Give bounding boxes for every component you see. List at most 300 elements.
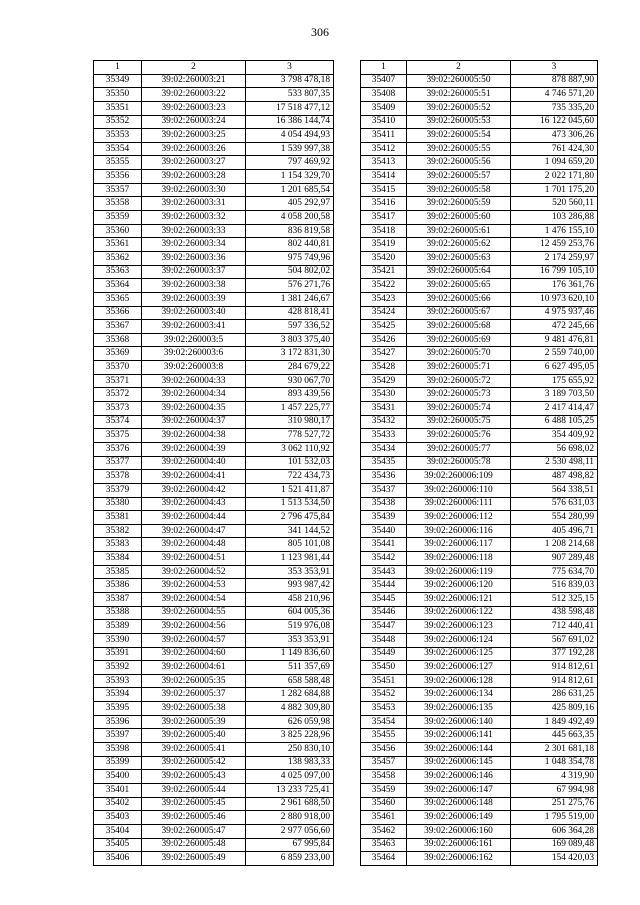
row-number-cell: 35418	[361, 224, 407, 238]
row-number-cell: 35389	[94, 620, 142, 634]
cadastral-number-cell: 39:02:260006:134	[407, 688, 511, 702]
cadastral-number-cell: 39:02:260005:40	[142, 729, 246, 743]
table-row	[361, 702, 598, 716]
table-row	[94, 538, 334, 552]
value-cell: 1 123 981,44	[246, 552, 334, 566]
value-cell: 735 335,20	[511, 101, 598, 115]
row-number-cell: 35352	[94, 115, 142, 129]
value-cell: 722 434,73	[246, 470, 334, 484]
value-cell: 512 325,15	[511, 592, 598, 606]
table-row	[94, 811, 334, 825]
table-row	[94, 306, 334, 320]
row-number-cell: 35454	[361, 715, 407, 729]
cadastral-table-left	[93, 60, 334, 866]
cadastral-number-cell: 39:02:260004:53	[142, 579, 246, 593]
row-number-cell: 35431	[361, 402, 407, 416]
row-number-cell: 35366	[94, 306, 142, 320]
value-cell: 310 980,17	[246, 415, 334, 429]
table-row	[94, 402, 334, 416]
value-cell: 930 067,70	[246, 374, 334, 388]
table-row	[361, 129, 598, 143]
table-row	[94, 374, 334, 388]
table-row	[361, 579, 598, 593]
cadastral-number-cell: 39:02:260005:68	[407, 320, 511, 334]
value-cell: 10 973 620,10	[511, 292, 598, 306]
value-cell: 2 559 740,00	[511, 347, 598, 361]
value-cell: 516 839,03	[511, 579, 598, 593]
row-number-cell: 35419	[361, 238, 407, 252]
cadastral-number-cell: 39:02:260004:34	[142, 388, 246, 402]
cadastral-number-cell: 39:02:260006:110	[407, 483, 511, 497]
table-row	[361, 743, 598, 757]
value-cell: 802 440,81	[246, 238, 334, 252]
row-number-cell: 35433	[361, 429, 407, 443]
cadastral-number-cell: 39:02:260003:41	[142, 320, 246, 334]
row-number-cell: 35438	[361, 497, 407, 511]
value-cell: 176 361,76	[511, 279, 598, 293]
value-cell: 3 798 478,18	[246, 74, 334, 88]
row-number-cell: 35420	[361, 251, 407, 265]
table-row	[361, 592, 598, 606]
table-row	[361, 797, 598, 811]
cadastral-number-cell: 39:02:260003:31	[142, 197, 246, 211]
row-number-cell: 35460	[361, 797, 407, 811]
cadastral-number-cell: 39:02:260005:66	[407, 292, 511, 306]
value-cell: 554 280,99	[511, 511, 598, 525]
cadastral-number-cell: 39:02:260003:6	[142, 347, 246, 361]
cadastral-number-cell: 39:02:260003:24	[142, 115, 246, 129]
row-number-cell: 35354	[94, 142, 142, 156]
value-cell: 2 174 259,97	[511, 251, 598, 265]
cadastral-number-cell: 39:02:260005:38	[142, 702, 246, 716]
row-number-cell: 35449	[361, 647, 407, 661]
cadastral-number-cell: 39:02:260006:146	[407, 770, 511, 784]
cadastral-number-cell: 39:02:260005:71	[407, 361, 511, 375]
value-cell: 1 849 492,49	[511, 715, 598, 729]
cadastral-number-cell: 39:02:260005:77	[407, 442, 511, 456]
table-row	[94, 661, 334, 675]
table-row	[361, 729, 598, 743]
cadastral-number-cell: 39:02:260004:54	[142, 592, 246, 606]
cadastral-number-cell: 39:02:260005:65	[407, 279, 511, 293]
cadastral-number-cell: 39:02:260005:50	[407, 74, 511, 88]
row-number-cell: 35397	[94, 729, 142, 743]
cadastral-number-cell: 39:02:260006:112	[407, 511, 511, 525]
table-row	[94, 702, 334, 716]
cadastral-number-cell: 39:02:260006:127	[407, 661, 511, 675]
cadastral-number-cell: 39:02:260004:61	[142, 661, 246, 675]
table-row	[361, 170, 598, 184]
row-number-cell: 35415	[361, 183, 407, 197]
cadastral-number-cell: 39:02:260006:124	[407, 633, 511, 647]
row-number-cell: 35413	[361, 156, 407, 170]
row-number-cell: 35360	[94, 224, 142, 238]
row-number-cell: 35376	[94, 442, 142, 456]
table-row	[94, 688, 334, 702]
row-number-cell: 35442	[361, 552, 407, 566]
cadastral-number-cell: 39:02:260005:64	[407, 265, 511, 279]
row-number-cell: 35364	[94, 279, 142, 293]
cadastral-number-cell: 39:02:260003:25	[142, 129, 246, 143]
table-row	[94, 347, 334, 361]
cadastral-number-cell: 39:02:260006:119	[407, 565, 511, 579]
value-cell: 251 275,76	[511, 797, 598, 811]
row-number-cell: 35392	[94, 661, 142, 675]
cadastral-number-cell: 39:02:260005:42	[142, 756, 246, 770]
value-cell: 761 424,30	[511, 142, 598, 156]
row-number-cell: 35404	[94, 824, 142, 838]
table-row	[361, 388, 598, 402]
table-row	[361, 456, 598, 470]
table-row	[94, 715, 334, 729]
value-cell: 4 882 309,80	[246, 702, 334, 716]
value-cell: 458 210,96	[246, 592, 334, 606]
value-cell: 154 420,03	[511, 852, 598, 866]
cadastral-number-cell: 39:02:260006:122	[407, 606, 511, 620]
table-row	[94, 729, 334, 743]
row-number-cell: 35396	[94, 715, 142, 729]
value-cell: 428 818,41	[246, 306, 334, 320]
value-cell: 1 154 329,70	[246, 170, 334, 184]
cadastral-number-cell: 39:02:260005:72	[407, 374, 511, 388]
row-number-cell: 35458	[361, 770, 407, 784]
value-cell: 1 208 214,68	[511, 538, 598, 552]
cadastral-number-cell: 39:02:260003:38	[142, 279, 246, 293]
row-number-cell: 35445	[361, 592, 407, 606]
row-number-cell: 35399	[94, 756, 142, 770]
value-cell: 6 859 233,00	[246, 852, 334, 866]
value-cell: 878 887,90	[511, 74, 598, 88]
value-cell: 1 521 411,87	[246, 483, 334, 497]
value-cell: 341 144,52	[246, 524, 334, 538]
row-number-cell: 35374	[94, 415, 142, 429]
cadastral-number-cell: 39:02:260006:162	[407, 852, 511, 866]
value-cell: 4 319,90	[511, 770, 598, 784]
value-cell: 353 353,91	[246, 633, 334, 647]
value-cell: 658 588,48	[246, 674, 334, 688]
cadastral-number-cell: 39:02:260005:75	[407, 415, 511, 429]
value-cell: 2 977 056,60	[246, 824, 334, 838]
row-number-cell: 35412	[361, 142, 407, 156]
row-number-cell: 35385	[94, 565, 142, 579]
table-row	[361, 238, 598, 252]
table-row	[94, 361, 334, 375]
cadastral-number-cell: 39:02:260004:33	[142, 374, 246, 388]
cadastral-number-cell: 39:02:260005:59	[407, 197, 511, 211]
value-cell: 907 289,48	[511, 552, 598, 566]
value-cell: 604 005,36	[246, 606, 334, 620]
cadastral-number-cell: 39:02:260003:30	[142, 183, 246, 197]
cadastral-number-cell: 39:02:260006:111	[407, 497, 511, 511]
value-cell: 16 799 105,10	[511, 265, 598, 279]
value-cell: 775 634,70	[511, 565, 598, 579]
cadastral-number-cell: 39:02:260005:63	[407, 251, 511, 265]
cadastral-number-cell: 39:02:260006:141	[407, 729, 511, 743]
header-cell-3: 3	[246, 61, 334, 75]
table-row	[94, 183, 334, 197]
table-row	[94, 770, 334, 784]
row-number-cell: 35409	[361, 101, 407, 115]
cadastral-number-cell: 39:02:260004:47	[142, 524, 246, 538]
value-cell: 472 245,66	[511, 320, 598, 334]
value-cell: 138 983,33	[246, 756, 334, 770]
cadastral-number-cell: 39:02:260006:116	[407, 524, 511, 538]
table-row	[94, 783, 334, 797]
value-cell: 3 803 375,40	[246, 333, 334, 347]
table-row	[361, 402, 598, 416]
row-number-cell: 35380	[94, 497, 142, 511]
value-cell: 2 961 688,50	[246, 797, 334, 811]
value-cell: 353 353,91	[246, 565, 334, 579]
value-cell: 16 386 144,74	[246, 115, 334, 129]
cadastral-number-cell: 39:02:260006:128	[407, 674, 511, 688]
value-cell: 6 627 495,05	[511, 361, 598, 375]
table-row	[94, 633, 334, 647]
table-header-row	[361, 61, 598, 75]
value-cell: 1 795 519,00	[511, 811, 598, 825]
table-row	[361, 647, 598, 661]
table-row	[94, 333, 334, 347]
value-cell: 17 518 477,12	[246, 101, 334, 115]
value-cell: 4 746 571,20	[511, 88, 598, 102]
table-row	[94, 470, 334, 484]
row-number-cell: 35410	[361, 115, 407, 129]
value-cell: 2 022 171,80	[511, 170, 598, 184]
row-number-cell: 35353	[94, 129, 142, 143]
row-number-cell: 35439	[361, 511, 407, 525]
cadastral-number-cell: 39:02:260005:35	[142, 674, 246, 688]
row-number-cell: 35411	[361, 129, 407, 143]
cadastral-number-cell: 39:02:260004:38	[142, 429, 246, 443]
cadastral-number-cell: 39:02:260004:48	[142, 538, 246, 552]
cadastral-number-cell: 39:02:260005:51	[407, 88, 511, 102]
row-number-cell: 35372	[94, 388, 142, 402]
row-number-cell: 35424	[361, 306, 407, 320]
table-row	[361, 552, 598, 566]
value-cell: 778 527,72	[246, 429, 334, 443]
table-row	[361, 251, 598, 265]
value-cell: 712 440,41	[511, 620, 598, 634]
table-row	[361, 374, 598, 388]
row-number-cell: 35429	[361, 374, 407, 388]
value-cell: 3 172 831,30	[246, 347, 334, 361]
value-cell: 504 802,02	[246, 265, 334, 279]
value-cell: 377 192,28	[511, 647, 598, 661]
row-number-cell: 35391	[94, 647, 142, 661]
cadastral-number-cell: 39:02:260005:37	[142, 688, 246, 702]
table-row	[361, 211, 598, 225]
row-number-cell: 35436	[361, 470, 407, 484]
row-number-cell: 35423	[361, 292, 407, 306]
row-number-cell: 35455	[361, 729, 407, 743]
cadastral-number-cell: 39:02:260006:109	[407, 470, 511, 484]
value-cell: 473 306,26	[511, 129, 598, 143]
table-row	[94, 292, 334, 306]
table-row	[361, 320, 598, 334]
cadastral-number-cell: 39:02:260005:69	[407, 333, 511, 347]
value-cell: 12 459 253,76	[511, 238, 598, 252]
table-row	[94, 592, 334, 606]
table-row	[361, 783, 598, 797]
row-number-cell: 35377	[94, 456, 142, 470]
value-cell: 567 691,02	[511, 633, 598, 647]
header-cell-2: 2	[142, 61, 246, 75]
row-number-cell: 35453	[361, 702, 407, 716]
row-number-cell: 35370	[94, 361, 142, 375]
row-number-cell: 35390	[94, 633, 142, 647]
cadastral-number-cell: 39:02:260005:44	[142, 783, 246, 797]
cadastral-number-cell: 39:02:260005:45	[142, 797, 246, 811]
value-cell: 533 807,35	[246, 88, 334, 102]
cadastral-number-cell: 39:02:260004:39	[142, 442, 246, 456]
cadastral-number-cell: 39:02:260006:117	[407, 538, 511, 552]
row-number-cell: 35443	[361, 565, 407, 579]
table-row	[361, 538, 598, 552]
row-number-cell: 35426	[361, 333, 407, 347]
header-cell-1: 1	[94, 61, 142, 75]
table-row	[361, 497, 598, 511]
row-number-cell: 35369	[94, 347, 142, 361]
cadastral-number-cell: 39:02:260005:47	[142, 824, 246, 838]
row-number-cell: 35351	[94, 101, 142, 115]
table-row	[361, 811, 598, 825]
row-number-cell: 35461	[361, 811, 407, 825]
value-cell: 1 457 225,77	[246, 402, 334, 416]
cadastral-number-cell: 39:02:260005:41	[142, 743, 246, 757]
table-row	[94, 142, 334, 156]
row-number-cell: 35408	[361, 88, 407, 102]
value-cell: 56 698,02	[511, 442, 598, 456]
table-row	[94, 197, 334, 211]
value-cell: 4 058 200,58	[246, 211, 334, 225]
table-row	[361, 442, 598, 456]
row-number-cell: 35406	[94, 852, 142, 866]
cadastral-number-cell: 39:02:260003:27	[142, 156, 246, 170]
cadastral-number-cell: 39:02:260005:48	[142, 838, 246, 852]
cadastral-number-cell: 39:02:260006:160	[407, 824, 511, 838]
row-number-cell: 35405	[94, 838, 142, 852]
row-number-cell: 35359	[94, 211, 142, 225]
cadastral-number-cell: 39:02:260005:58	[407, 183, 511, 197]
value-cell: 3 062 110,92	[246, 442, 334, 456]
value-cell: 16 122 045,60	[511, 115, 598, 129]
row-number-cell: 35452	[361, 688, 407, 702]
cadastral-number-cell: 39:02:260004:42	[142, 483, 246, 497]
table-row	[94, 238, 334, 252]
table-row	[94, 456, 334, 470]
table-row	[94, 565, 334, 579]
row-number-cell: 35407	[361, 74, 407, 88]
table-row	[361, 156, 598, 170]
value-cell: 1 476 155,10	[511, 224, 598, 238]
cadastral-number-cell: 39:02:260004:56	[142, 620, 246, 634]
row-number-cell: 35362	[94, 251, 142, 265]
cadastral-number-cell: 39:02:260004:55	[142, 606, 246, 620]
cadastral-number-cell: 39:02:260006:148	[407, 797, 511, 811]
cadastral-number-cell: 39:02:260003:28	[142, 170, 246, 184]
cadastral-number-cell: 39:02:260004:44	[142, 511, 246, 525]
table-row	[361, 265, 598, 279]
table-row	[361, 606, 598, 620]
table-row	[361, 770, 598, 784]
table-row	[94, 620, 334, 634]
row-number-cell: 35401	[94, 783, 142, 797]
row-number-cell: 35416	[361, 197, 407, 211]
value-cell: 175 655,92	[511, 374, 598, 388]
cadastral-number-cell: 39:02:260003:8	[142, 361, 246, 375]
table-row	[361, 224, 598, 238]
cadastral-number-cell: 39:02:260005:39	[142, 715, 246, 729]
value-cell: 805 101,08	[246, 538, 334, 552]
row-number-cell: 35446	[361, 606, 407, 620]
table-row	[94, 265, 334, 279]
value-cell: 576 271,76	[246, 279, 334, 293]
table-row	[361, 565, 598, 579]
row-number-cell: 35456	[361, 743, 407, 757]
table-row	[361, 688, 598, 702]
cadastral-number-cell: 39:02:260006:135	[407, 702, 511, 716]
table-row	[94, 797, 334, 811]
table-row	[94, 552, 334, 566]
cadastral-number-cell: 39:02:260006:145	[407, 756, 511, 770]
value-cell: 9 481 476,81	[511, 333, 598, 347]
page-number: 306	[311, 25, 329, 39]
cadastral-number-cell: 39:02:260006:161	[407, 838, 511, 852]
table-row	[361, 88, 598, 102]
cadastral-number-cell: 39:02:260006:140	[407, 715, 511, 729]
cadastral-number-cell: 39:02:260005:52	[407, 101, 511, 115]
value-cell: 836 819,58	[246, 224, 334, 238]
table-row	[94, 606, 334, 620]
row-number-cell: 35437	[361, 483, 407, 497]
table-row	[361, 620, 598, 634]
table-row	[361, 183, 598, 197]
cadastral-number-cell: 39:02:260006:125	[407, 647, 511, 661]
table-row	[94, 211, 334, 225]
value-cell: 1 701 175,20	[511, 183, 598, 197]
cadastral-number-cell: 39:02:260003:22	[142, 88, 246, 102]
table-row	[94, 497, 334, 511]
value-cell: 975 749,96	[246, 251, 334, 265]
row-number-cell: 35434	[361, 442, 407, 456]
row-number-cell: 35393	[94, 674, 142, 688]
cadastral-number-cell: 39:02:260006:118	[407, 552, 511, 566]
row-number-cell: 35464	[361, 852, 407, 866]
row-number-cell: 35384	[94, 552, 142, 566]
cadastral-number-cell: 39:02:260005:67	[407, 306, 511, 320]
value-cell: 606 364,28	[511, 824, 598, 838]
table-row	[361, 524, 598, 538]
row-number-cell: 35388	[94, 606, 142, 620]
cadastral-number-cell: 39:02:260004:52	[142, 565, 246, 579]
cadastral-number-cell: 39:02:260005:53	[407, 115, 511, 129]
row-number-cell: 35402	[94, 797, 142, 811]
value-cell: 1 048 354,78	[511, 756, 598, 770]
row-number-cell: 35357	[94, 183, 142, 197]
value-cell: 511 357,69	[246, 661, 334, 675]
table-row	[94, 756, 334, 770]
value-cell: 487 498,82	[511, 470, 598, 484]
cadastral-number-cell: 39:02:260004:60	[142, 647, 246, 661]
cadastral-number-cell: 39:02:260005:54	[407, 129, 511, 143]
value-cell: 2 301 681,18	[511, 743, 598, 757]
value-cell: 438 598,48	[511, 606, 598, 620]
table-row	[361, 142, 598, 156]
table-row	[94, 579, 334, 593]
table-row	[94, 101, 334, 115]
value-cell: 2 880 918,00	[246, 811, 334, 825]
row-number-cell: 35350	[94, 88, 142, 102]
